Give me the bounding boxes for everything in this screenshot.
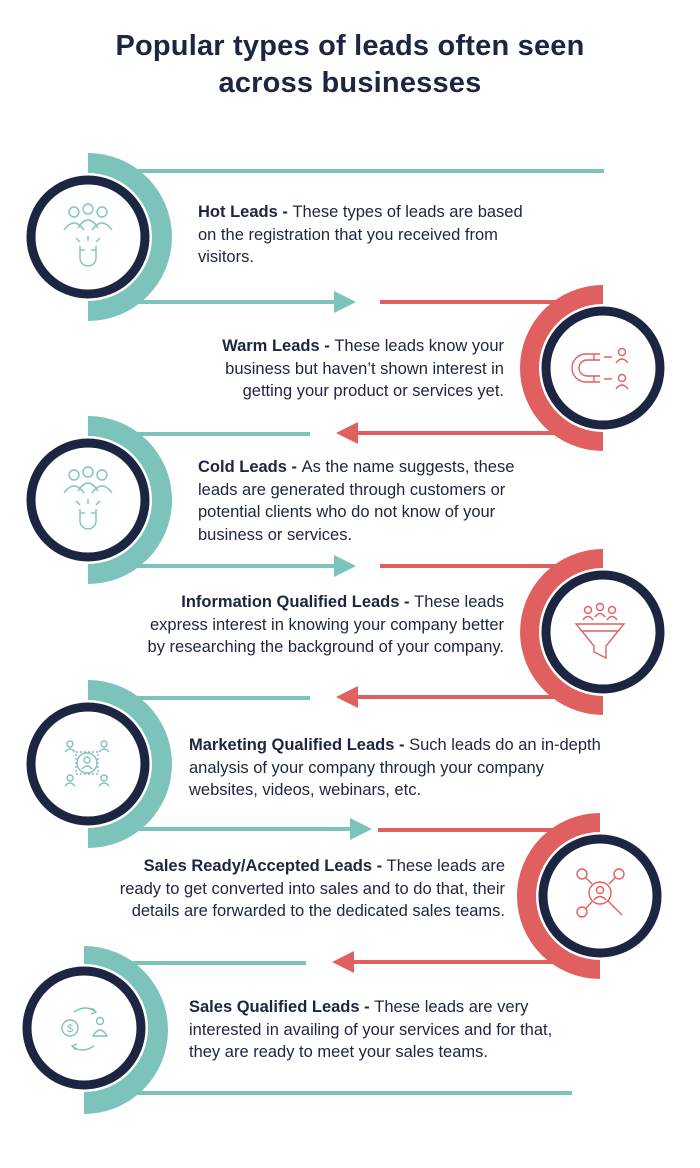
lead-2-description: These leads know your business but haven’t shown interest in getting your product or services yet.: [225, 337, 504, 400]
lead-6-description: These leads are ready to get converted into sales and to do that, their details are forwarded to the dedicated sales teams.: [119, 857, 505, 920]
lead-5-name: Marketing Qualified Leads: [189, 736, 395, 754]
lead-6-arrowhead: [332, 951, 354, 973]
lead-2-text: Warm Leads - These leads know your business but haven’t shown interest in getting your product or services yet.: [222, 337, 504, 400]
lead-5-ring: [24, 700, 152, 828]
lead-5-description: Such leads do an in-depth analysis of your company through your company websites, videos, webinars, etc.: [189, 736, 601, 799]
lead-2-ring: [539, 304, 667, 432]
title-line-2: across businesses: [218, 67, 482, 99]
lead-4-text: Information Qualified Leads - These leads express interest in knowing your company better by researching the background of your company.: [147, 593, 504, 656]
lead-1-text: Hot Leads - These types of leads are based on the registration that you received from visitors.: [198, 203, 523, 266]
lead-7-description: These leads are very interested in availing of your services and for that, they are ready to meet your sales teams.: [189, 998, 553, 1061]
title-line-1: Popular types of leads often seen: [115, 30, 585, 62]
lead-2-arrowhead: [336, 422, 358, 444]
lead-1-description: These types of leads are based on the registration that you received from visitors.: [198, 203, 523, 266]
lead-7-name: Sales Qualified Leads: [189, 998, 360, 1016]
lead-1-name: Hot Leads: [198, 203, 278, 221]
lead-5-arrowhead: [350, 818, 372, 840]
lead-7-ring: [20, 964, 148, 1092]
lead-4-arrowhead: [336, 686, 358, 708]
lead-3-text: Cold Leads - As the name suggests, these leads are generated through customers or potential clients who do not know of your business or services.: [198, 458, 515, 544]
lead-2-name: Warm Leads: [222, 337, 320, 355]
lead-6-text: Sales Ready/Accepted Leads - These leads are ready to get converted into sales and to do that, their details are forwarded to the dedicated sales teams.: [119, 857, 505, 920]
lead-7-text: Sales Qualified Leads - These leads are very interested in availing of your services and for that, they are ready to meet your sales teams.: [189, 998, 553, 1061]
lead-5-text: Marketing Qualified Leads - Such leads do an in-depth analysis of your company through your company websites, videos, webinars, etc.: [189, 736, 601, 799]
lead-3-description: As the name suggests, these leads are generated through customers or potential clients who do not know of your business or services.: [198, 458, 515, 544]
lead-4-ring: [539, 568, 667, 696]
lead-6-name: Sales Ready/Accepted Leads: [143, 857, 372, 875]
lead-1-arrowhead: [334, 291, 356, 313]
lead-4-description: These leads express interest in knowing your company better by researching the background of your company.: [147, 593, 504, 656]
svg-text:$: $: [66, 1023, 74, 1035]
lead-3-name: Cold Leads: [198, 458, 287, 476]
lead-3-arrowhead: [334, 555, 356, 577]
lead-4-name: Information Qualified Leads: [181, 593, 400, 611]
